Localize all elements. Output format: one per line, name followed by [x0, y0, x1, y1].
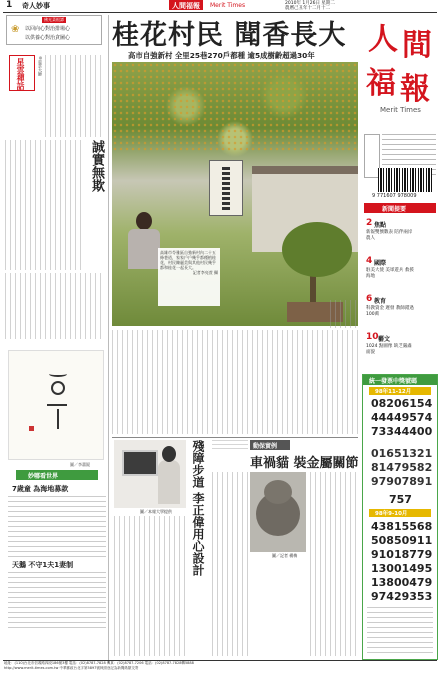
main-story-body — [112, 330, 358, 434]
right-masthead — [362, 14, 438, 164]
woman-body — [128, 229, 160, 269]
calligraphy-stroke-4 — [57, 409, 59, 429]
mobility-headline: 殘障步道 李正偉用心設計 — [191, 440, 205, 577]
person-head — [162, 446, 176, 462]
calligraphy-stroke-2 — [51, 381, 65, 395]
masthead-char-2: 間 — [402, 28, 432, 63]
world-banner — [16, 470, 98, 480]
cat-story-lead — [212, 440, 248, 452]
main-story-side — [330, 300, 358, 328]
tree-canopy — [282, 222, 352, 277]
person-figure — [158, 460, 180, 504]
left-col-rule — [108, 15, 109, 663]
cat-story-body-right — [310, 472, 358, 656]
period2-bar — [369, 509, 431, 517]
laptop — [122, 450, 158, 476]
invoice-number-2: 13001495 — [371, 562, 433, 575]
invoice-title-bar — [363, 375, 437, 385]
cat-story-tag-label: 動保實例 — [253, 443, 278, 450]
barcode — [368, 168, 434, 200]
period1-label: 98年11-12月 — [375, 389, 412, 395]
brief-item[interactable] — [366, 294, 436, 330]
brief-category: 焦點 — [374, 222, 387, 229]
invoice-title: 統一發票中獎號碼 — [369, 378, 418, 385]
brief-category: 國際 — [374, 260, 387, 267]
main-subhead: 高市自強新村 全里25巷270戶都種 逾5成樹齡超過30年 — [128, 51, 315, 60]
news-summary-label: 新聞提要 — [382, 206, 407, 213]
blossom-dots — [112, 62, 358, 152]
calligraphy-image — [8, 350, 104, 460]
essay-body-bottom — [5, 273, 103, 339]
left-sidebar — [3, 15, 106, 345]
masthead-char-4: 報 — [400, 72, 430, 107]
woman-head — [136, 212, 152, 230]
cat-story-tag — [250, 440, 290, 450]
brief-number: 4 — [366, 256, 373, 266]
essay-title: 誠實無欺 — [89, 140, 104, 192]
mobility-body — [114, 516, 188, 656]
brief-number: 10 — [366, 332, 379, 342]
main-photo-credit: 記者李亮萱 攝 — [192, 270, 218, 275]
brief-text: 科教資金 遲發 教師錯過100萬 — [366, 306, 414, 317]
invoice-number-2: 91018779 — [371, 548, 433, 561]
calligraphy-seal — [29, 426, 34, 431]
masthead-en-small: Merit Times — [210, 2, 246, 9]
main-headline: 桂花村民 聞香長大 — [112, 20, 347, 51]
cat-caption: 圖／記者 楊梅 — [272, 553, 298, 558]
story1-title: 7歲童 為海地募款 — [12, 485, 69, 493]
invoice-number: 44449574 — [371, 411, 433, 424]
world-banner-label: 妙哪看世界 — [28, 473, 59, 480]
invoice-box — [362, 374, 438, 660]
invoice-notes — [367, 607, 433, 657]
lotus-icon: ❀ — [11, 24, 20, 35]
masthead-char-3: 福 — [366, 66, 396, 101]
page-number: 1 — [6, 0, 13, 10]
lunar-date: 農曆己丑年十二月十二 — [285, 6, 330, 11]
invoice-number-2: 43815568 — [371, 520, 433, 533]
cat-story-body — [212, 472, 248, 656]
main-photo-caption: 高雄市苓雅區自強新村內二十五條巷道，家家戶戶幾乎都種植桂花，村民陳麗美與其他村民幾乎都和桂花一起長大。 — [160, 250, 216, 270]
mobility-caption: 圖／本報大學提供 — [140, 509, 172, 514]
special-number: 81479582 — [371, 461, 433, 474]
masthead-en: Merit Times — [380, 106, 421, 114]
masthead-char-1: 人 — [368, 22, 398, 57]
calligraphy-credit: 圖／李蕭錕 — [70, 462, 90, 467]
story2-body — [8, 572, 106, 632]
brief-number: 2 — [366, 218, 373, 228]
footer-line-1: 地址：(110)台北市信義路四段186號3樓 電話：(02)8787-7828 傳真：(02)8787-7206 電話：(02)8787-7828轉5888 — [4, 661, 194, 665]
quote-line-2: 以供養心對治貪圖心 — [25, 35, 71, 41]
header-bar — [0, 0, 440, 12]
story2-title: 天鵝 不守1夫1妻制 — [12, 561, 74, 569]
masthead-small: 人間福報 — [169, 0, 203, 10]
house-roof — [252, 166, 358, 174]
period1-bar — [369, 387, 431, 395]
quote-line-1: 以回向心對治排場心 — [25, 26, 71, 32]
cat-head — [264, 480, 292, 504]
brief-item[interactable] — [366, 332, 436, 368]
barcode-bars — [378, 168, 432, 192]
brief-text: 1024 點圖像 缺乏嚴肅面貌 — [366, 344, 412, 355]
brief-text: 新報雙號數表 陪伴兩岸農人 — [366, 230, 413, 241]
invoice-number-2: 13800479 — [371, 576, 433, 589]
masthead-logo — [364, 14, 436, 132]
issue-date: 2010年 1月26日 星期二 — [285, 1, 335, 6]
zen-author: ◎星雲大師 — [38, 55, 43, 76]
side-story — [360, 320, 362, 321]
brief-category: 教育 — [374, 298, 387, 305]
calligraphy-stroke-3 — [47, 401, 67, 406]
news-summary-heading — [364, 203, 436, 213]
special-number: 01651321 — [371, 447, 433, 460]
cat-headline: 車禍貓 裝金屬關節 — [250, 456, 359, 471]
middle-rule — [112, 437, 358, 438]
main-photo-caption-box — [158, 248, 220, 306]
period2-label: 98年9-10月 — [375, 511, 408, 517]
signboard-text — [222, 167, 230, 211]
brief-category: 藝文 — [378, 336, 391, 343]
calligraphy-stroke-1 — [49, 371, 67, 377]
extra-number: 757 — [389, 493, 412, 506]
invoice-number: 73344400 — [371, 425, 433, 438]
essay-body-mid — [5, 140, 83, 270]
mobility-photo — [114, 440, 186, 508]
brief-number: 6 — [366, 294, 373, 304]
signboard — [209, 160, 243, 216]
zen-logo — [9, 55, 35, 91]
barcode-number: 9 771607 978009 — [372, 193, 417, 199]
cat-photo — [250, 472, 306, 552]
invoice-number: 08206154 — [371, 397, 433, 410]
special-number: 97907891 — [371, 475, 433, 488]
invoice-number-2: 50850911 — [371, 534, 433, 547]
brief-item[interactable] — [366, 218, 436, 254]
osmanthus-photo — [112, 62, 358, 326]
essay-body-top — [45, 55, 103, 137]
zen-logo-text: 星雲禪話 — [16, 58, 25, 90]
brief-text: 駐美大使 美軍遊兵 救援海地 — [366, 268, 414, 279]
invoice-number-2: 97429353 — [371, 590, 433, 603]
section-name: 奇人妙事 — [22, 2, 50, 10]
cai-gen-tan-box — [6, 15, 102, 45]
footer — [4, 661, 436, 672]
brief-item[interactable] — [366, 256, 436, 292]
story1-body — [8, 496, 106, 558]
column-tag: 佛光菜根譚 — [44, 17, 64, 22]
footer-line-2: http://www.merit-times.com.tw 中華郵政台北字第5897號執照登記為新聞紙類交寄 — [4, 666, 139, 670]
